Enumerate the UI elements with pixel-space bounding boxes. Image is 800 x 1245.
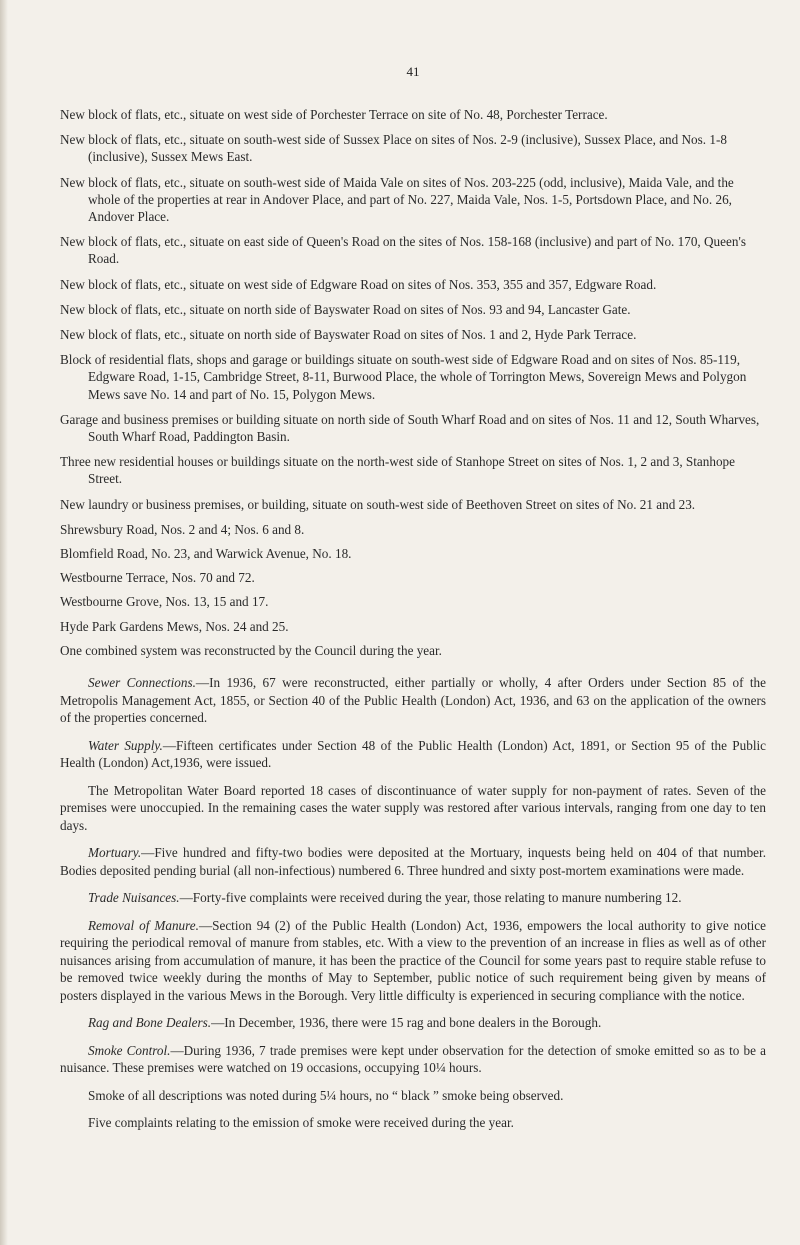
premises-entry: Westbourne Grove, Nos. 13, 15 and 17.	[60, 594, 269, 610]
paragraph-text: —Five hundred and fifty-two bodies were deposited at the Mortuary, inquests being held on 404 of that number. Bodies deposited pending burial (all non-infectious) numbered 6. Three hundred and sixty post-mortem examinations were made.	[60, 845, 766, 878]
paragraph-text: —Forty-five complaints were received during the year, those relating to manure numbering 12.	[179, 890, 682, 905]
paragraph-heading: Trade Nuisances.	[88, 890, 180, 905]
premises-entry: New block of flats, etc., situate on south-west side of Maida Vale on sites of Nos. 203-225 (odd, inclusive), Maida Vale, and the whole of the properties at rear in Andover Place, and part of No. 227, Maida Vale, Nos. 1-5, Portsdown Place, and No. 26, Andover Place.	[60, 174, 734, 225]
paragraph-heading: Water Supply.	[88, 737, 163, 753]
premises-entry: New block of flats, etc., situate on west side of Porchester Terrace on site of No. 48, Porchester Terrace.	[60, 107, 608, 122]
paragraph-text: —During 1936, 7 trade premises were kept under observation for the detection of smoke emitted so as to be a nuisance. These premises were watched on 19 occasions, occupying 10¼ hours.	[60, 1042, 766, 1075]
premises-list	[60, 106, 766, 666]
sewer-connections-paragraph	[60, 674, 766, 727]
paragraph-text: —In December, 1936, there were 15 rag and bone dealers in the Borough.	[211, 1015, 602, 1030]
paragraph-text: Smoke of all descriptions was noted during 5¼ hours, no “ black ” smoke being observed.	[88, 1087, 564, 1103]
premises-entry: New block of flats, etc., situate on north side of Bayswater Road on sites of Nos. 93 and 94, Lancaster Gate.	[60, 301, 631, 317]
premises-entry: New block of flats, etc., situate on east side of Queen's Road on the sites of Nos. 158-168 (inclusive) and part of No. 170, Queen's Road.	[60, 234, 746, 267]
smoke-complaints-paragraph	[60, 1114, 766, 1132]
premises-entry: Three new residential houses or buildings situate on the north-west side of Stanhope Street on sites of Nos. 1, 2 and 3, Stanhope Street.	[60, 454, 736, 487]
removal-of-manure-paragraph	[60, 917, 766, 1005]
premises-entry: Shrewsbury Road, Nos. 2 and 4; Nos. 6 and 8.	[60, 521, 305, 537]
paragraph-text: —Fifteen certificates under Section 48 of the Public Health (London) Act, 1891, or Section 95 of the Public Health (London) Act,1936, were issued.	[60, 737, 767, 770]
page-binding-edge	[0, 0, 8, 1245]
trade-nuisances-paragraph	[60, 889, 766, 907]
premises-entry: New block of flats, etc., situate on north side of Bayswater Road on sites of Nos. 1 and 2, Hyde Park Terrace.	[60, 327, 637, 343]
smoke-observed-paragraph	[60, 1087, 766, 1105]
premises-entry: New block of flats, etc., situate on west side of Edgware Road on sites of Nos. 353, 355 and 357, Edgware Road.	[60, 276, 657, 292]
paragraph-text: Five complaints relating to the emission of smoke were received during the year.	[88, 1115, 514, 1130]
paragraph-heading: Smoke Control.	[88, 1042, 171, 1058]
premises-entry: Garage and business premises or building situate on north side of South Wharf Road and on sites of Nos. 11 and 12, South Wharves, South Wharf Road, Paddington Basin.	[60, 411, 760, 445]
premises-entry: Hyde Park Gardens Mews, Nos. 24 and 25.	[60, 618, 289, 634]
paragraph-text: The Metropolitan Water Board reported 18 cases of discontinuance of water supply for non-payment of rates. Seven of the premises were unoccupied. In the remaining cases the water supply was restored after various intervals, ranging from one day to ten days.	[60, 782, 766, 833]
page-number: 41	[406, 64, 420, 79]
paragraph-text: —In 1936, 67 were reconstructed, either partially or wholly, 4 after Orders under Section 85 of the Metropolis Management Act, 1855, or Section 40 of the Public Health (London) Act, 1936, and 63 on the application of the owners of the properties concerned.	[60, 675, 766, 725]
paragraph-heading: Removal of Manure.	[88, 917, 199, 933]
premises-entry: New block of flats, etc., situate on south-west side of Sussex Place on sites of Nos. 2-9 (inclusive), Sussex Place, and Nos. 1-8 (inclusive), Sussex Mews East.	[60, 132, 727, 165]
paragraph-heading: Rag and Bone Dealers.	[88, 1015, 212, 1030]
premises-entry: New laundry or business premises, or building, situate on south-west side of Beethoven Street on sites of No. 21 and 23.	[60, 496, 696, 512]
smoke-control-paragraph	[60, 1042, 766, 1077]
paragraph-heading: Sewer Connections.	[88, 675, 196, 690]
paragraph-heading: Mortuary.	[88, 845, 142, 860]
premises-entry: One combined system was reconstructed by the Council during the year.	[60, 642, 442, 658]
premises-entry: Westbourne Terrace, Nos. 70 and 72.	[60, 570, 255, 586]
premises-entry: Blomfield Road, No. 23, and Warwick Avenue, No. 18.	[60, 546, 352, 562]
mortuary-paragraph	[60, 844, 766, 879]
report-paragraphs	[60, 674, 766, 1142]
water-supply-paragraph	[60, 737, 766, 772]
rag-bone-dealers-paragraph	[60, 1014, 766, 1032]
paragraph-text: —Section 94 (2) of the Public Health (London) Act, 1936, empowers the local authority to give notice requiring the periodical removal of manure from stables, etc. With a view to the prevention of an increase in flies as well as of other nuisances arising from accumulation of manure, it has been the practice of the Council for some years past to require stable refuse to be removed twice weekly during the months of May to September, public notice of such requirement being given by means of posters displayed in the various Mews in the Borough. Very little difficulty is experienced in securing compliance with the notice.	[60, 917, 766, 1003]
water-board-paragraph	[60, 782, 766, 835]
premises-entry: Block of residential flats, shops and garage or buildings situate on south-west side of Edgware Road and on sites of Nos. 85-119, Edgware Road, 1-15, Cambridge Street, 8-11, Burwood Place, the whole of Torrington Mews, Sovereign Mews and Polygon Mews save No. 14 and part of No. 15, Polygon Mews.	[60, 352, 747, 402]
